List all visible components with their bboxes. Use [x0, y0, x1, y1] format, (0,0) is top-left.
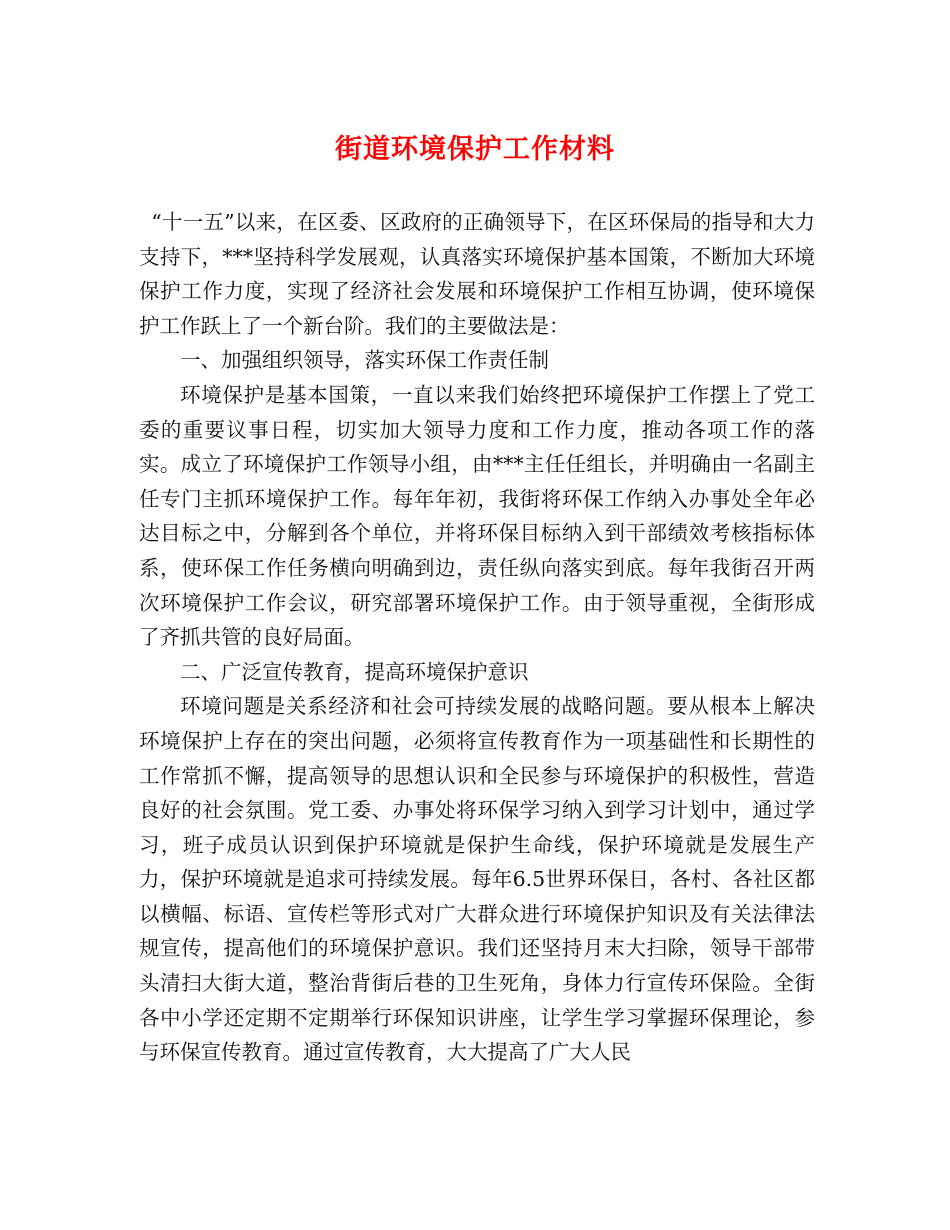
section-heading-1: 一、加强组织领导，落实环保工作责任制: [180, 348, 549, 373]
section-heading-2: 二、广泛宣传教育，提高环境保护意识: [180, 659, 529, 684]
document-title: 街道环境保护工作材料: [335, 134, 615, 165]
paragraph-intro: “十一五”以来，在区委、区政府的正确领导下，在区环保局的指导和大力支持下，***坚持科学发展观，认真落实环境保护基本国策，不断加大环境保护工作力度，实现了经济社会发展和环境保护工作相互协调，使环境保护工作跃上了一个新台阶。我们的主要做法是：: [139, 210, 815, 338]
document-body: [139, 205, 815, 1070]
paragraph-section-2: 环境问题是关系经济和社会可持续发展的战略问题。要从根本上解决环境保护上存在的突出问题，必须将宣传教育作为一项基础性和长期性的工作常抓不懈，提高领导的思想认识和全民参与环境保护的积极性，营造良好的社会氛围。党工委、办事处将环保学习纳入到学习计划中，通过学习，班子成员认识到保护环境就是保护生命线，保护环境就是发展生产力，保护环境就是追求可持续发展。每年6.5世界环保日，各村、各社区都以横幅、标语、宣传栏等形式对广大群众进行环境保护知识及有关法律法规宣传，提高他们的环境保护意识。我们还坚持月末大扫除，领导干部带头清扫大街大道，整治背街后巷的卫生死角，身体力行宣传环保险。全街各中小学还定期不定期举行环保知识讲座，让学生学习掌握环保理论，参与环保宣传教育。通过宣传教育，大大提高了广大人民: [139, 694, 815, 1065]
paragraph-section-1: 环境保护是基本国策，一直以来我们始终把环境保护工作摆上了党工委的重要议事日程，切实加大领导力度和工作力度，推动各项工作的落实。成立了环境保护工作领导小组，由***主任任组长，并明确由一名副主任专门主抓环境保护工作。每年年初，我街将环保工作纳入办事处全年必达目标之中，分解到各个单位，并将环保目标纳入到干部绩效考核指标体系，使环保工作任务横向明确到边，责任纵向落实到底。每年我街召开两次环境保护工作会议，研究部署环境保护工作。由于领导重视，全街形成了齐抓共管的良好局面。: [139, 382, 815, 650]
